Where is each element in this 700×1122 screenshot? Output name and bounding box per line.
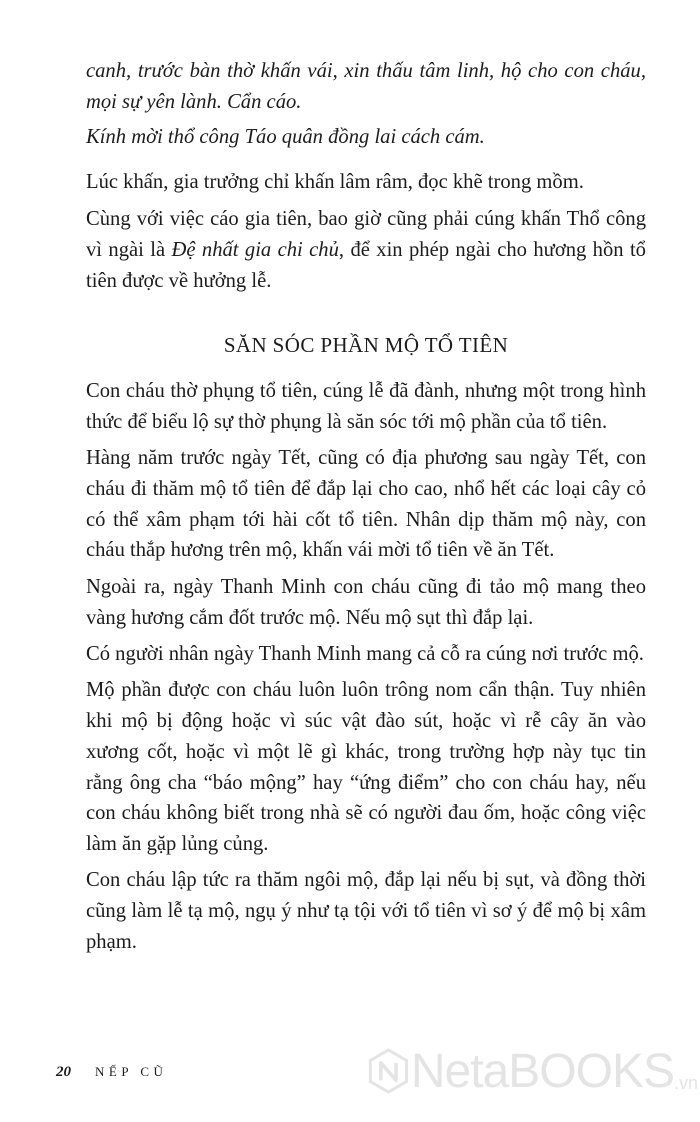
intro-emphasis: Đệ nhất gia chi chủ — [171, 238, 339, 261]
intro-paragraph-2 — [86, 204, 646, 296]
watermark — [368, 1026, 698, 1116]
section-body — [86, 376, 646, 963]
prayer-text — [86, 56, 646, 152]
body-paragraph: Con cháu thờ phụng tổ tiên, cúng lễ đã đành, nhưng một trong hình thức để biểu lộ sự thờ phụng là săn sóc tới mộ phần của tổ tiên. — [86, 380, 646, 433]
intro-paragraph-1 — [86, 167, 646, 198]
page-footer — [56, 1064, 167, 1081]
watermark-suffix: .vn — [673, 1073, 698, 1093]
book-title: NẾP CŨ — [95, 1064, 168, 1079]
body-paragraph: Ngoài ra, ngày Thanh Minh con cháu cũng đi tảo mộ mang theo vàng hương cắm đốt trước mộ. Nếu mộ sụt thì đắp lại. — [86, 575, 646, 629]
intro-text-after: , để xin phép ngài cho hương hồn tổ tiên được về hưởng lễ. — [86, 238, 646, 292]
intro-text-before: Cùng với việc cáo gia tiên, bao giờ cũng phải cúng khấn Thổ công vì ngài là — [86, 208, 646, 261]
page-number: 20 — [56, 1064, 71, 1080]
watermark-brand: NetaBOOKS — [410, 1044, 674, 1098]
body-paragraph: Hàng năm trước ngày Tết, cũng có địa phương sau ngày Tết, con cháu đi thăm mộ tổ tiên để đắp lại cho cao, nhổ hết các loại cây cỏ có thể xâm phạm tới hài cốt tổ tiên. Nhân dịp thăm mộ này, con cháu thắp hương trên mộ, khấn vái mời tổ tiên về ăn Tết. — [86, 447, 646, 562]
body-paragraph: Mộ phần được con cháu luôn luôn trông nom cẩn thận. Tuy nhiên khi mộ bị động hoặc vì súc vật đào sút, hoặc vì rễ cây ăn vào xương cốt, hoặc vì một lẽ gì khác, trong trường hợp này tục tin rằng ông cha “báo mộng” hay “ứng điểm” cho con cháu hay, nếu con cháu không biết trong nhà sẽ có người đau ốm, hoặc công việc làm ăn gặp lủng củng. — [86, 679, 646, 856]
netabooks-logo-icon — [368, 1031, 409, 1111]
section-heading: SĂN SÓC PHẦN MỘ TỔ TIÊN — [223, 333, 509, 357]
intro-paragraph-2-text — [86, 204, 646, 296]
prayer-line-1: canh, trước bàn thờ khấn vái, xin thấu tâm linh, hộ cho con cháu, mọi sự yên lành. Cẩn cáo. — [86, 60, 646, 113]
prayer-line-2: Kính mời thổ công Táo quân đồng lai cách cám. — [86, 125, 485, 148]
intro-paragraph-1-text: Lúc khấn, gia trưởng chỉ khấn lâm râm, đọc khẽ trong mồm. — [86, 171, 584, 193]
body-paragraph: Con cháu lập tức ra thăm ngôi mộ, đắp lại nếu bị sụt, và đồng thời cũng làm lễ tạ mộ, ngụ ý như tạ tội với tổ tiên vì sơ ý để mộ bị xâm phạm. — [86, 869, 646, 954]
body-paragraph: Có người nhân ngày Thanh Minh mang cả cỗ ra cúng nơi trước mộ. — [86, 642, 644, 665]
